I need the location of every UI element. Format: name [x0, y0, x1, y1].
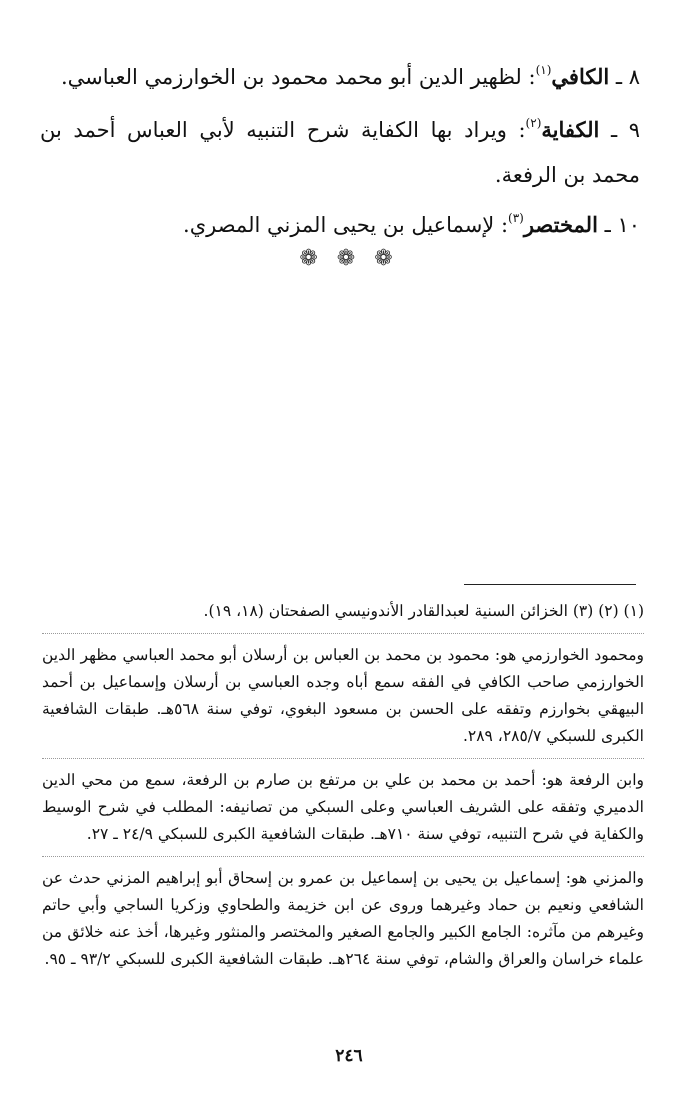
footnote-marker: (٢)	[525, 116, 542, 130]
page-number: ٢٤٦	[335, 1046, 363, 1066]
footnote-biography: ومحمود الخوارزمي هو: محمود بن محمد بن العباس بن أرسلان أبو محمد العباسي مظهر الدين الخوارزمي صاحب الكافي في الفقه سمع أباه وجده العباسي بن أرسلان وإسماعيل بن أحمد البيهقي بخوارزم وتفقه على الحسن بن مسعود البغوي، توفي سنة ٥٦٨هـ. طبقات الشافعية الكبرى للسبكي ٢٨٥/٧، ٢٨٩.	[42, 633, 644, 750]
entry-term: الكافي	[551, 64, 610, 89]
entry-8	[40, 56, 640, 101]
entry-10	[40, 204, 640, 249]
footnote-biography: وابن الرفعة هو: أحمد بن محمد بن علي بن مرتفع بن صارم بن الرفعة، سمع من محي الدين الدميري وتفقه على الشريف العباسي وعلى السبكي من تصانيفه: المطلب في شرح الوسيط والكفاية في شرح التنبيه، توفي سنة ٧١٠هـ. طبقات الشافعية الكبرى للسبكي ٢٤/٩ ـ ٢٧.	[42, 758, 644, 848]
footnote-source: (١) (٢) (٣) الخزائن السنية لعبدالقادر الأندونيسي الصفحتان (١٨، ١٩).	[203, 602, 644, 620]
footnote-marker: (٣)	[508, 211, 524, 225]
main-text	[40, 56, 640, 249]
entry-text: : ويراد بها الكفاية شرح التنبيه لأبي العباس أحمد بن محمد بن الرفعة.	[40, 118, 640, 187]
entry-number: ٨ ـ	[615, 65, 640, 89]
entry-number: ١٠ ـ	[604, 213, 640, 237]
entry-text: : لإسماعيل بن يحيى المزني المصري.	[183, 213, 509, 237]
entry-term: الكفاية	[541, 117, 600, 142]
footnote-separator	[464, 584, 636, 585]
entry-text: : لظهير الدين أبو محمد محمود بن الخوارزمي العباسي.	[60, 65, 536, 89]
footnote-biography: والمزني هو: إسماعيل بن يحيى بن إسماعيل بن عمرو بن إسحاق أبو إبراهيم المزني حدث عن الشافعي ونعيم بن حماد وغيرهما وروى عن ابن خزيمة والطحاوي وزكريا الساجي وأبي حاتم وغيرهم من مآثره: الجامع الكبير والجامع الصغير والمختصر والمنثور وغيرها، أخذ عنه خلائق من علماء خراسان والعراق والشام، توفي سنة ٢٦٤هـ. طبقات الشافعية الكبرى للسبكي ٩٣/٢ ـ ٩٥.	[42, 856, 644, 973]
entry-9	[40, 109, 640, 196]
entry-term: المختصر	[523, 212, 598, 237]
footnote-marker: (١)	[535, 63, 552, 77]
footnotes	[42, 598, 644, 973]
entry-number: ٩ ـ	[610, 118, 640, 142]
section-divider-ornament: ❁ ❁ ❁	[299, 246, 399, 271]
